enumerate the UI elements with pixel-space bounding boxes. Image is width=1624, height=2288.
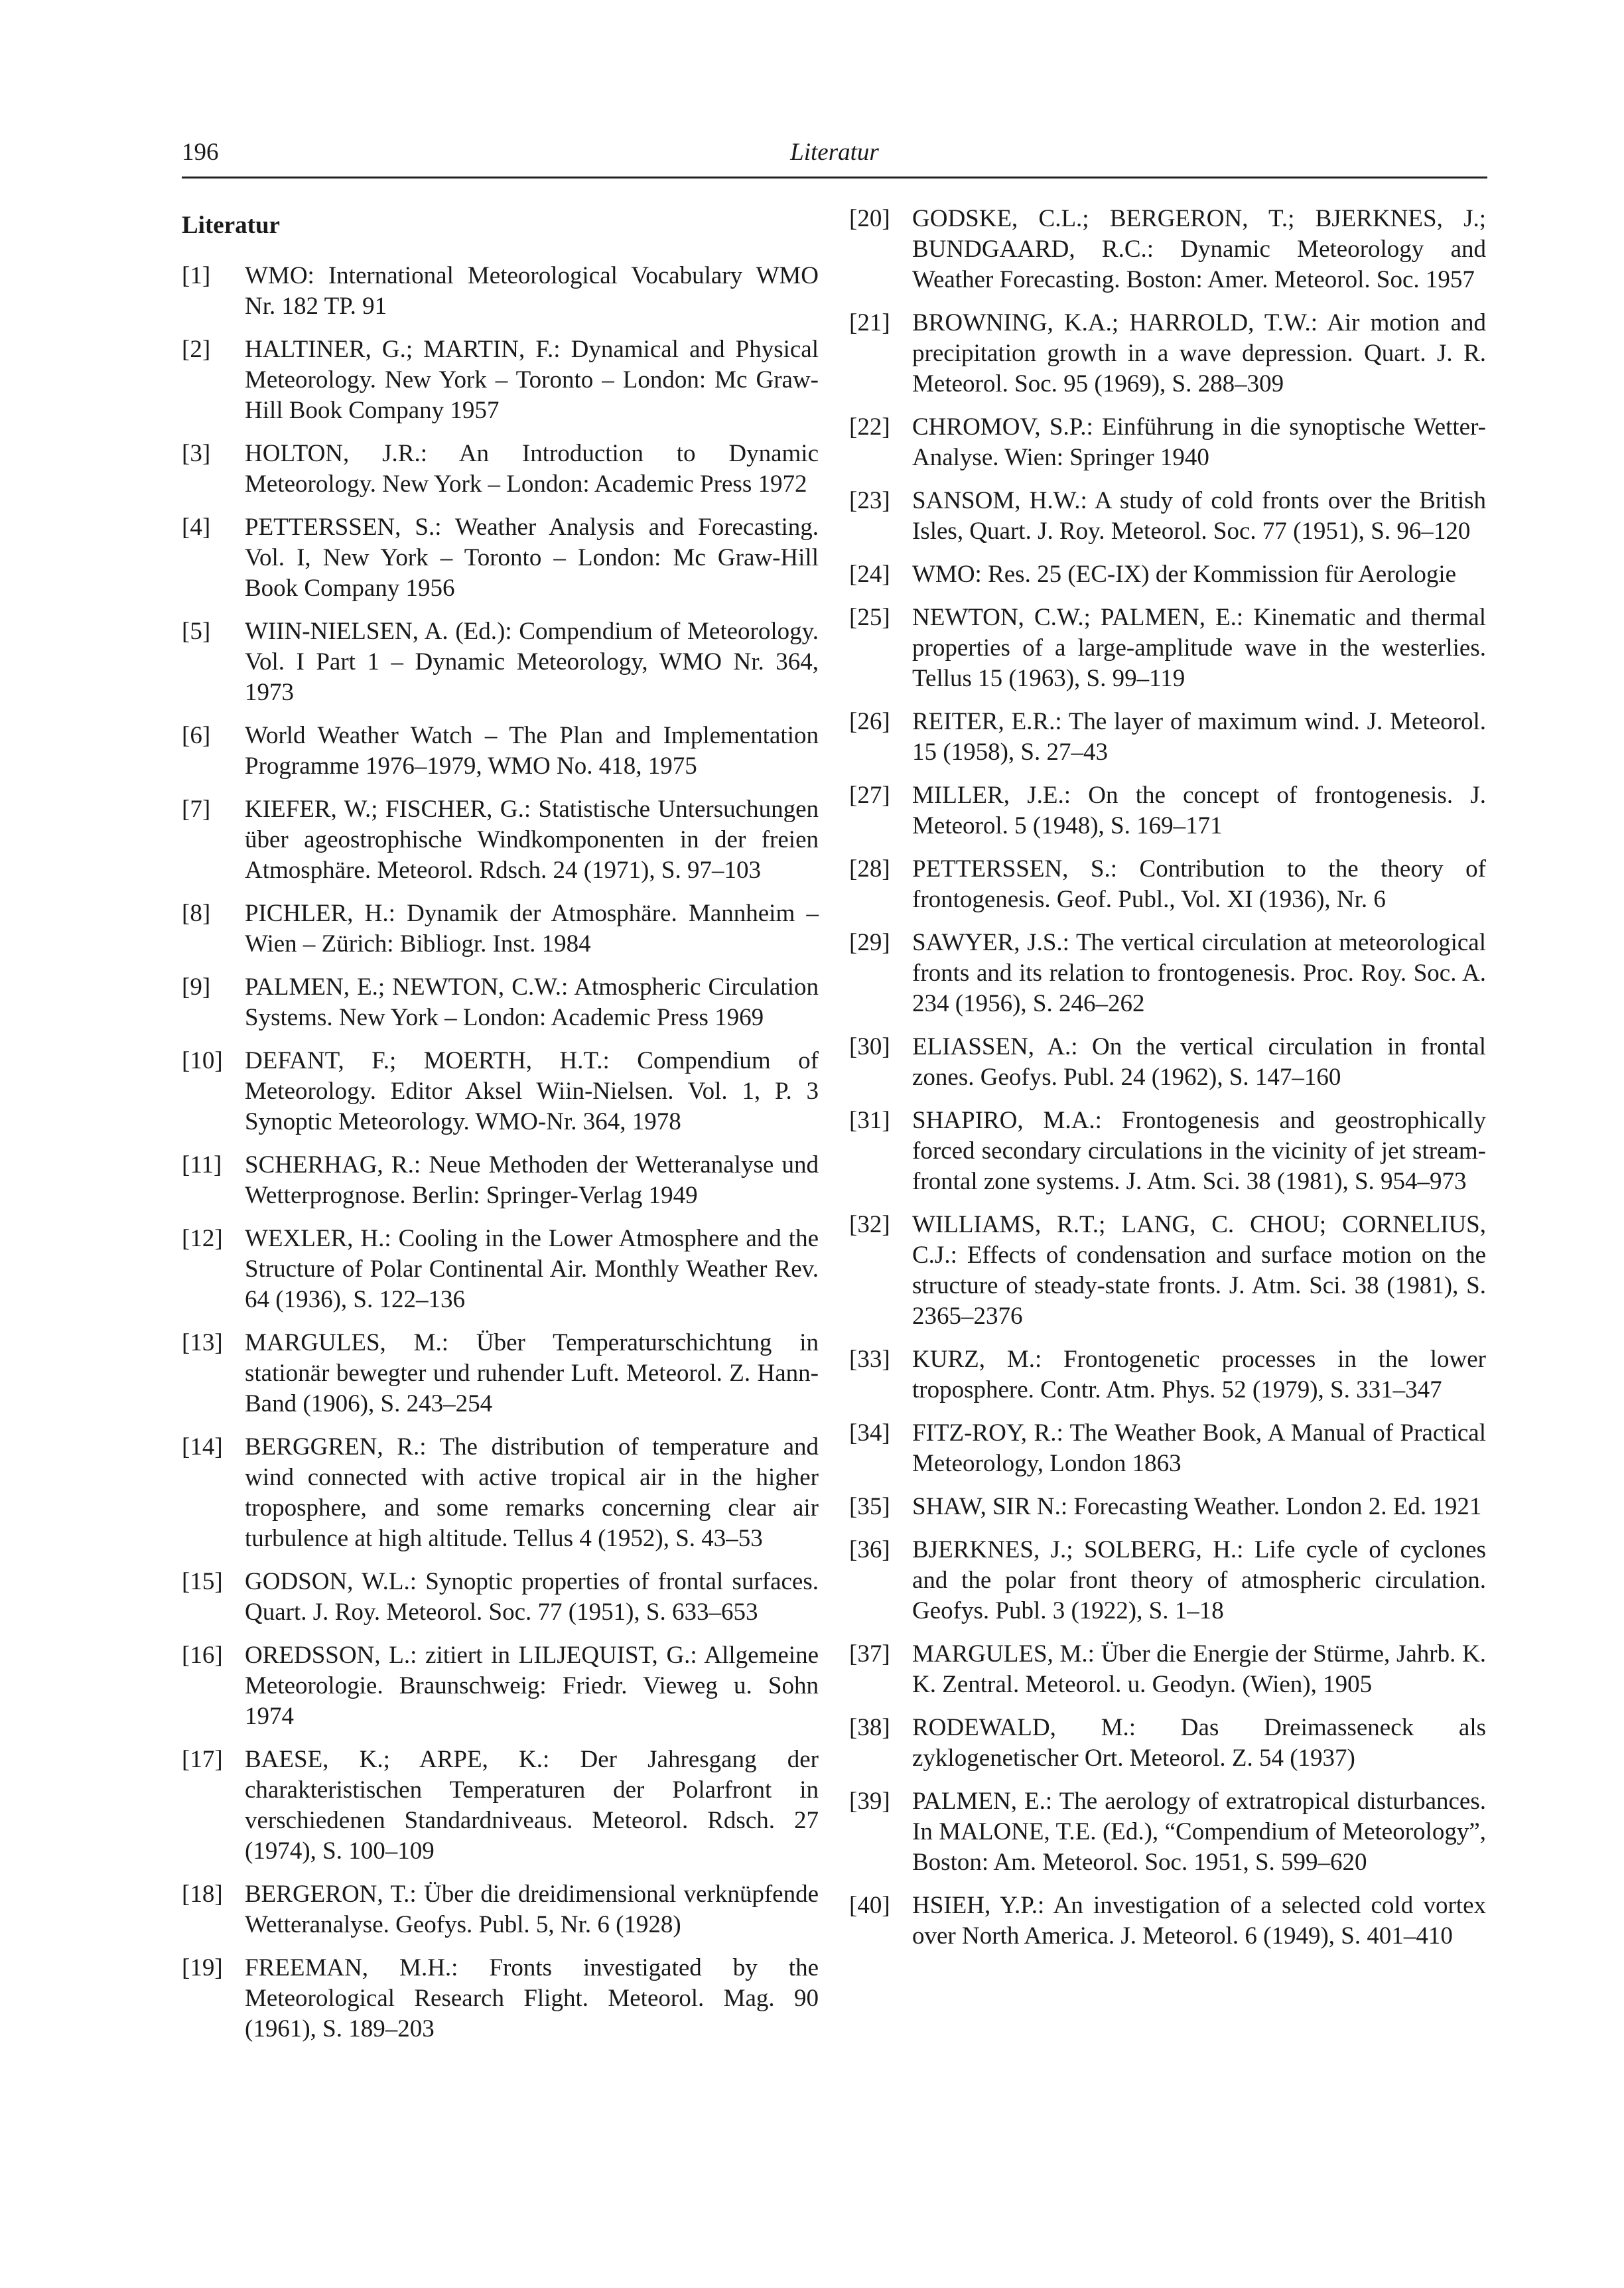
reference-text: WEXLER, H.: Cooling in the Lower Atmosphere and the Structure of Polar Continental Air. Monthly Weather Rev. 64 (1936), S. 122–136	[245, 1225, 819, 1313]
reference-entry	[182, 261, 819, 322]
reference-number: [13]	[182, 1329, 223, 1356]
reference-entry	[849, 1535, 1486, 1626]
reference-text: ELIASSEN, A.: On the vertical circulation in frontal zones. Geofys. Publ. 24 (1962), S. 147–160	[912, 1033, 1486, 1091]
reference-number: [23]	[849, 487, 890, 514]
reference-entry	[182, 1745, 819, 1867]
reference-number: [38]	[849, 1714, 890, 1741]
reference-number: [4]	[182, 514, 211, 541]
reference-text: BERGGREN, R.: The distribution of temperature and wind connected with active tropical air in the higher troposphere, and some remarks concerning clear air turbulence at high altitude. Tellus 4 (1952), S. 43–53	[245, 1433, 819, 1552]
reference-entry	[182, 898, 819, 960]
reference-number: [2]	[182, 336, 211, 363]
reference-number: [24]	[849, 561, 890, 588]
reference-entry	[849, 1106, 1486, 1197]
reference-entry	[849, 1786, 1486, 1878]
reference-text: MILLER, J.E.: On the concept of frontogenesis. J. Meteorol. 5 (1948), S. 169–171	[912, 782, 1486, 839]
reference-entry	[849, 1891, 1486, 1952]
reference-text: PALMEN, E.: The aerology of extratropical disturbances. In MALONE, T.E. (Ed.), “Compendium of Meteorology”, Boston: Am. Meteorol. Soc. 1951, S. 599–620	[912, 1788, 1486, 1876]
reference-entry	[182, 1328, 819, 1419]
reference-text: BROWNING, K.A.; HARROLD, T.W.: Air motion and precipitation growth in a wave depression. Quart. J. R. Meteorol. Soc. 95 (1969), S. 288–309	[912, 309, 1486, 397]
reference-text: KIEFER, W.; FISCHER, G.: Statistische Untersuchungen über ageostrophische Windkomponenten in der freien Atmosphäre. Meteorol. Rdsch. 24 (1971), S. 97–103	[245, 796, 819, 884]
reference-number: [40]	[849, 1892, 890, 1919]
section-title: Literatur	[182, 212, 280, 239]
reference-text: OREDSSON, L.: zitiert in LILJEQUIST, G.: Allgemeine Meteorologie. Braunschweig: Friedr. Vieweg u. Sohn 1974	[245, 1642, 819, 1730]
reference-entry	[849, 486, 1486, 547]
reference-text: PETTERSSEN, S.: Weather Analysis and Forecasting. Vol. I, New York – Toronto – London: Mc Graw-Hill Book Company 1956	[245, 514, 819, 602]
reference-entry	[849, 707, 1486, 768]
reference-number: [21]	[849, 309, 890, 336]
reference-entry	[849, 780, 1486, 841]
page-number: 196	[182, 139, 219, 166]
reference-text: SANSOM, H.W.: A study of cold fronts over the British Isles, Quart. J. Roy. Meteorol. Soc. 77 (1951), S. 96–120	[912, 487, 1486, 545]
reference-text: NEWTON, C.W.; PALMEN, E.: Kinematic and thermal properties of a large-amplitude wave in the westerlies. Tellus 15 (1963), S. 99–119	[912, 604, 1486, 692]
reference-number: [20]	[849, 205, 890, 232]
reference-number: [22]	[849, 413, 890, 441]
reference-entry	[849, 928, 1486, 1019]
reference-number: [25]	[849, 604, 890, 631]
reference-text: REITER, E.R.: The layer of maximum wind. J. Meteorol. 15 (1958), S. 27–43	[912, 708, 1486, 766]
reference-text: GODSON, W.L.: Synoptic properties of frontal surfaces. Quart. J. Roy. Meteorol. Soc. 77 (1951), S. 633–653	[245, 1568, 819, 1626]
reference-text: PALMEN, E.; NEWTON, C.W.: Atmospheric Circulation Systems. New York – London: Academic Press 1969	[245, 973, 819, 1031]
reference-number: [26]	[849, 708, 890, 735]
reference-entry	[182, 1224, 819, 1315]
reference-text: MARGULES, M.: Über die Energie der Stürme, Jahrb. K. K. Zentral. Meteorol. u. Geodyn. (Wien), 1905	[912, 1640, 1486, 1698]
running-title: Literatur	[790, 139, 879, 166]
reference-text: BJERKNES, J.; SOLBERG, H.: Life cycle of cyclones and the polar front theory of atmospheric circulation. Geofys. Publ. 3 (1922), S. 1–18	[912, 1536, 1486, 1624]
reference-entry	[849, 603, 1486, 694]
reference-entry	[182, 439, 819, 500]
reference-entry	[182, 616, 819, 708]
reference-entry	[182, 794, 819, 886]
reference-number: [7]	[182, 796, 211, 823]
reference-number: [19]	[182, 1954, 223, 1981]
reference-entry	[849, 1210, 1486, 1332]
reference-text: GODSKE, C.L.; BERGERON, T.; BJERKNES, J.; BUNDGAARD, R.C.: Dynamic Meteorology and Weather Forecasting. Boston: Amer. Meteorol. Soc. 1957	[912, 205, 1486, 293]
reference-number: [31]	[849, 1107, 890, 1134]
reference-number: [39]	[849, 1788, 890, 1815]
reference-number: [37]	[849, 1640, 890, 1668]
reference-number: [6]	[182, 722, 211, 749]
reference-number: [34]	[849, 1419, 890, 1447]
reference-entry	[182, 334, 819, 426]
reference-text: SAWYER, J.S.: The vertical circulation at meteorological fronts and its relation to frontogenesis. Proc. Roy. Soc. A. 234 (1956), S. 246–262	[912, 929, 1486, 1017]
reference-entry	[849, 412, 1486, 473]
reference-entry	[182, 1879, 819, 1940]
reference-number: [27]	[849, 782, 890, 809]
reference-number: [29]	[849, 929, 890, 956]
reference-number: [1]	[182, 262, 211, 289]
reference-number: [28]	[849, 855, 890, 883]
reference-text: HSIEH, Y.P.: An investigation of a selected cold vortex over North America. J. Meteorol. 6 (1949), S. 401–410	[912, 1892, 1486, 1950]
reference-text: BERGERON, T.: Über die dreidimensional verknüpfende Wetteranalyse. Geofys. Publ. 5, Nr. 6 (1928)	[245, 1881, 819, 1938]
reference-number: [17]	[182, 1746, 223, 1773]
reference-entry	[182, 1046, 819, 1137]
reference-entry	[182, 1567, 819, 1628]
reference-entry	[849, 559, 1486, 590]
reference-text: WIIN-NIELSEN, A. (Ed.): Compendium of Meteorology. Vol. I Part 1 – Dynamic Meteorology, WMO Nr. 364, 1973	[245, 618, 819, 706]
reference-entry	[849, 1032, 1486, 1093]
reference-text: HOLTON, J.R.: An Introduction to Dynamic Meteorology. New York – London: Academic Press 1972	[245, 440, 819, 498]
reference-number: [32]	[849, 1211, 890, 1238]
reference-text: FREEMAN, M.H.: Fronts investigated by the Meteorological Research Flight. Meteorol. Mag. 90 (1961), S. 189–203	[245, 1954, 819, 2042]
reference-text: FITZ-ROY, R.: The Weather Book, A Manual of Practical Meteorology, London 1863	[912, 1419, 1486, 1477]
reference-entry	[182, 1432, 819, 1554]
reference-number: [14]	[182, 1433, 223, 1461]
reference-number: [16]	[182, 1642, 223, 1669]
reference-text: WMO: Res. 25 (EC-IX) der Kommission für Aerologie	[912, 561, 1457, 588]
reference-text: KURZ, M.: Frontogenetic processes in the lower troposphere. Contr. Atm. Phys. 52 (1979), S. 331–347	[912, 1346, 1486, 1403]
reference-entry	[182, 1150, 819, 1211]
reference-entry	[182, 972, 819, 1033]
reference-text: MARGULES, M.: Über Temperaturschichtung in stationär bewegter und ruhender Luft. Meteorol. Z. Hann-Band (1906), S. 243–254	[245, 1329, 819, 1417]
reference-entry	[849, 1492, 1486, 1522]
reference-entry	[849, 308, 1486, 399]
reference-text: RODEWALD, M.: Das Dreimasseneck als zyklogenetischer Ort. Meteorol. Z. 54 (1937)	[912, 1714, 1486, 1772]
reference-text: PICHLER, H.: Dynamik der Atmosphäre. Mannheim – Wien – Zürich: Bibliogr. Inst. 1984	[245, 900, 819, 958]
reference-text: CHROMOV, S.P.: Einführung in die synoptische Wetter-Analyse. Wien: Springer 1940	[912, 413, 1486, 471]
reference-number: [15]	[182, 1568, 223, 1595]
reference-number: [12]	[182, 1225, 223, 1252]
reference-text: PETTERSSEN, S.: Contribution to the theory of frontogenesis. Geof. Publ., Vol. XI (1936), Nr. 6	[912, 855, 1486, 913]
reference-text: BAESE, K.; ARPE, K.: Der Jahresgang der charakteristischen Temperaturen der Polarfront in verschiedenen Standardniveaus. Meteorol. Rdsch. 27 (1974), S. 100–109	[245, 1746, 819, 1865]
reference-number: [9]	[182, 973, 211, 1001]
references-right-column	[849, 204, 1486, 1964]
reference-text: SHAW, SIR N.: Forecasting Weather. London 2. Ed. 1921	[912, 1493, 1482, 1520]
references-left-column	[182, 261, 819, 2057]
reference-entry	[849, 1713, 1486, 1774]
reference-entry	[849, 1344, 1486, 1405]
reference-text: World Weather Watch – The Plan and Implementation Programme 1976–1979, WMO No. 418, 1975	[245, 722, 819, 780]
reference-number: [5]	[182, 618, 211, 645]
reference-number: [11]	[182, 1151, 222, 1179]
reference-number: [8]	[182, 900, 211, 927]
reference-number: [18]	[182, 1881, 223, 1908]
reference-entry	[849, 204, 1486, 295]
reference-number: [30]	[849, 1033, 890, 1060]
reference-number: [3]	[182, 440, 211, 467]
reference-text: HALTINER, G.; MARTIN, F.: Dynamical and Physical Meteorology. New York – Toronto – London: Mc Graw-Hill Book Company 1957	[245, 336, 819, 424]
reference-text: WILLIAMS, R.T.; LANG, C. CHOU; CORNELIUS, C.J.: Effects of condensation and surface motion on the structure of steady-state fronts. J. Atm. Sci. 38 (1981), S. 2365–2376	[912, 1211, 1486, 1330]
reference-number: [35]	[849, 1493, 890, 1520]
reference-number: [33]	[849, 1346, 890, 1373]
reference-number: [36]	[849, 1536, 890, 1563]
reference-text: WMO: International Meteorological Vocabulary WMO Nr. 182 TP. 91	[245, 262, 819, 320]
reference-number: [10]	[182, 1047, 223, 1074]
reference-entry	[182, 1640, 819, 1732]
page-header	[182, 133, 1487, 179]
reference-entry	[182, 1953, 819, 2044]
reference-entry	[182, 721, 819, 782]
reference-text: SHAPIRO, M.A.: Frontogenesis and geostrophically forced secondary circulations in the vicinity of jet stream-frontal zone systems. J. Atm. Sci. 38 (1981), S. 954–973	[912, 1107, 1486, 1195]
reference-text: DEFANT, F.; MOERTH, H.T.: Compendium of Meteorology. Editor Aksel Wiin-Nielsen. Vol. 1, P. 3 Synoptic Meteorology. WMO-Nr. 364, 1978	[245, 1047, 819, 1135]
reference-entry	[849, 1418, 1486, 1479]
reference-text: SCHERHAG, R.: Neue Methoden der Wetteranalyse und Wetterprognose. Berlin: Springer-Verlag 1949	[245, 1151, 819, 1209]
reference-entry	[182, 512, 819, 604]
reference-entry	[849, 1639, 1486, 1700]
reference-entry	[849, 854, 1486, 915]
